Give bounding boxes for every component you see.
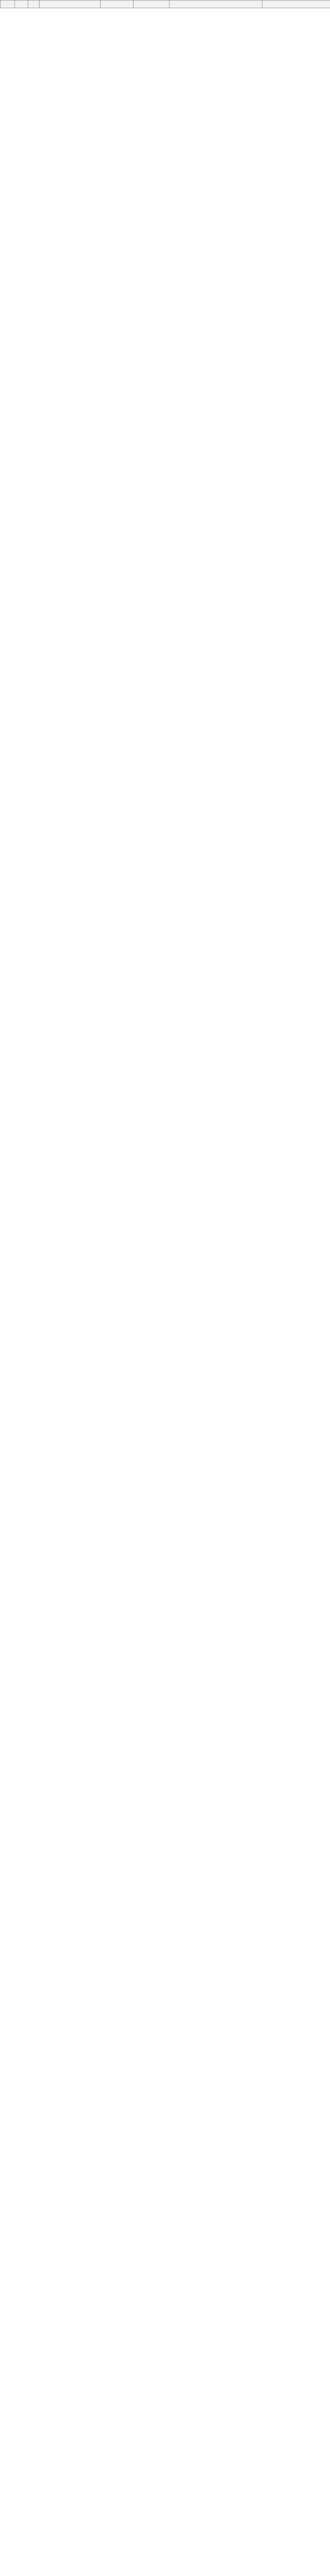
column-header	[40, 1, 101, 8]
document-page	[0, 0, 330, 8]
table-header-row	[1, 1, 330, 8]
column-header	[262, 1, 330, 8]
column-header	[101, 1, 134, 8]
column-header	[134, 1, 170, 8]
schedule-table	[0, 0, 330, 8]
column-header	[170, 1, 262, 8]
column-header	[28, 1, 40, 8]
column-header	[15, 1, 28, 8]
column-header	[1, 1, 15, 8]
